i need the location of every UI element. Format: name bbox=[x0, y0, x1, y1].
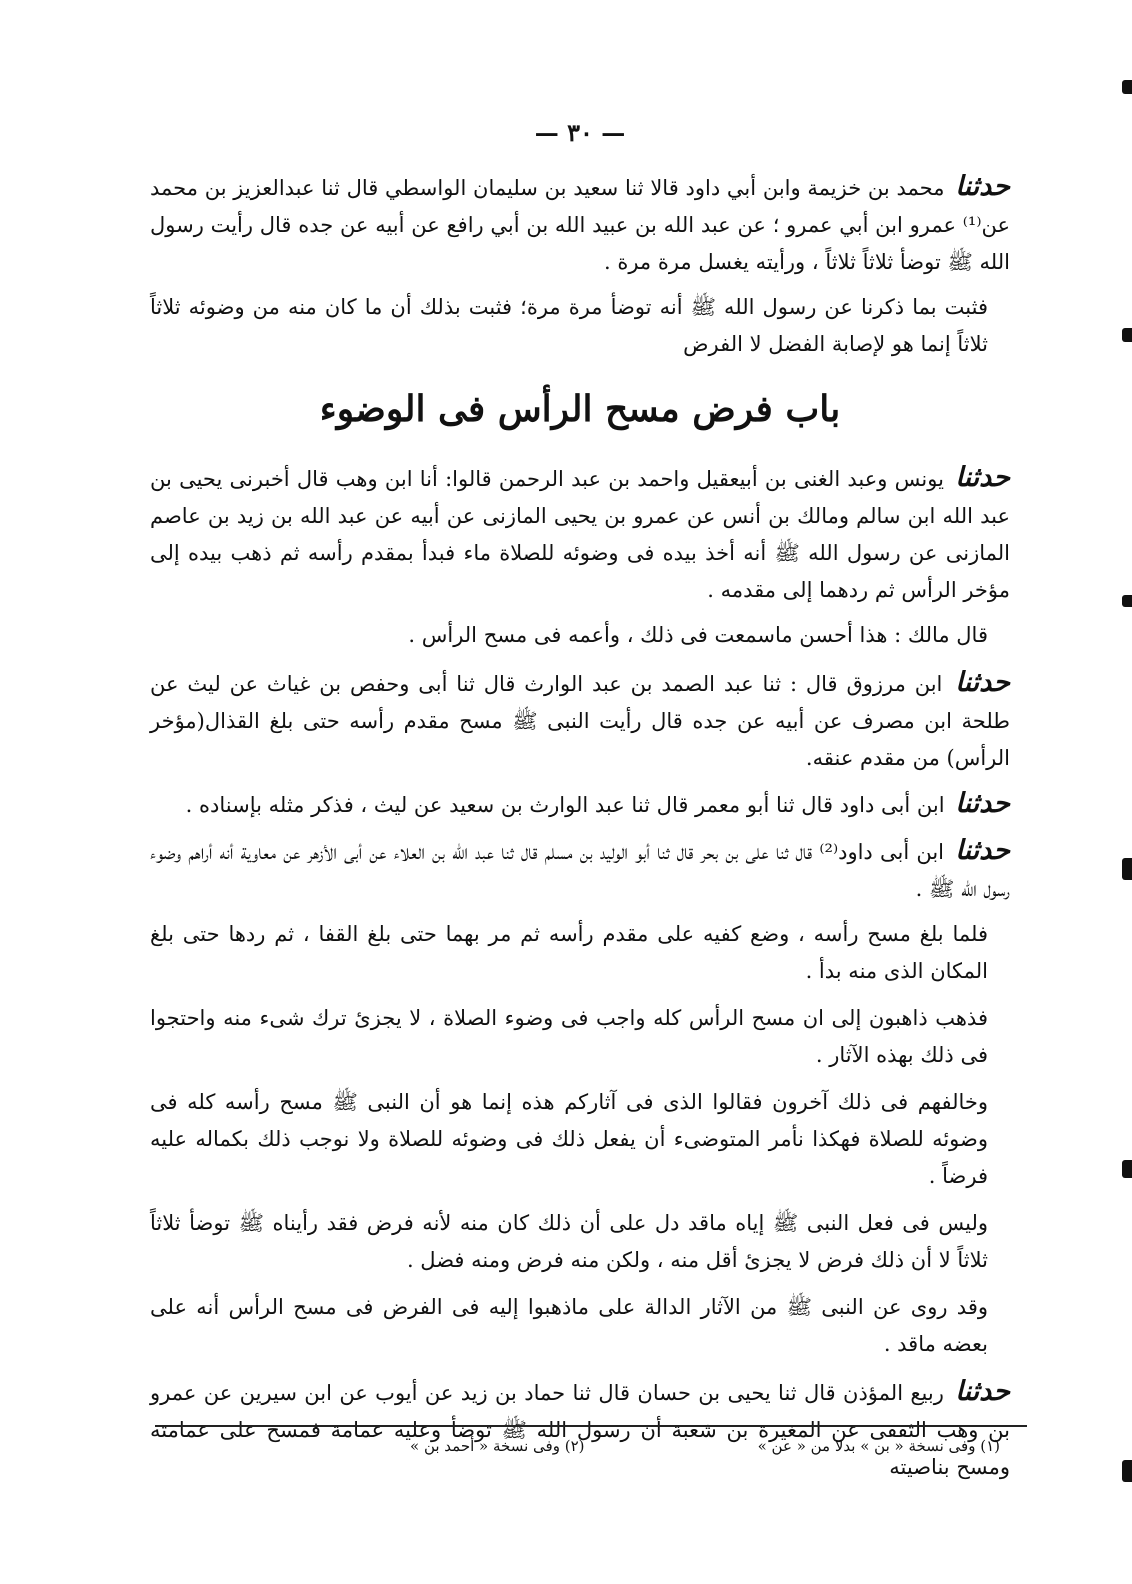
hadith-lead-word: حدثنا bbox=[955, 835, 1010, 866]
hadith-lead-word: حدثنا bbox=[955, 667, 1010, 698]
chapter-heading: باب فرض مسح الرأس فى الوضوء bbox=[319, 388, 841, 430]
footnotes bbox=[410, 1437, 1000, 1455]
paragraph-text: ابن أبى داود⁽²⁾ قال ثنا على بن بحر قال ثنا أبو الوليد بن مسلم قال ثنا عبد الله بن العلاء عن أبى الأزهر عن معاوية أنه أراهم وضوء رسول الله ﷺ . bbox=[150, 840, 1010, 901]
binding-mark bbox=[1122, 595, 1132, 607]
commentary-paragraph bbox=[150, 916, 1010, 990]
hadith-paragraph bbox=[150, 168, 1010, 281]
footnote-1: (١) وفى نسخة « بن » بدلا من « عن » bbox=[757, 1437, 1000, 1455]
binding-mark bbox=[1122, 328, 1132, 342]
commentary-paragraph bbox=[150, 1289, 1010, 1363]
paragraph-text: وخالفهم فى ذلك آخرون فقالوا الذى فى آثاركم هذه إنما هو أن النبى ﷺ مسح رأسه كله فى وضوئه للصلاة فهكذا نأمر المتوضىء أن يفعل ذلك فى وضوئه للصلاة ولا نوجب ذلك بكماله عليه فرضاً . bbox=[150, 1090, 988, 1188]
hadith-paragraph bbox=[150, 459, 1010, 609]
paragraph-text: فلما بلغ مسح رأسه ، وضع كفيه على مقدم رأسه ثم مر بهما حتى بلغ القفا ، ثم ردها حتى بلغ المكان الذى منه بدأ . bbox=[150, 922, 988, 983]
hadith-paragraph bbox=[150, 664, 1010, 777]
paragraph-text: فثبت بما ذكرنا عن رسول الله ﷺ أنه توضأ مرة مرة؛ فثبت بذلك أن ما كان منه من وضوئه ثلاثاً ثلاثاً إنما هو لإصابة الفضل لا الفرض bbox=[150, 295, 988, 356]
paragraph-text: وقد روى عن النبى ﷺ من الآثار الدالة على ماذهبوا إليه فى الفرض فى مسح الرأس أنه على بعضه ماقد . bbox=[150, 1295, 988, 1356]
commentary-paragraph bbox=[150, 1205, 1010, 1279]
paragraph-text: ابن أبى داود قال ثنا أبو معمر قال ثنا عبد الوارث بن سعيد عن ليث ، فذكر مثله بإسناده . bbox=[185, 793, 945, 817]
paragraph-text: فذهب ذاهبون إلى ان مسح الرأس كله واجب فى وضوء الصلاة ، لا يجزئ ترك شىء منه واحتجوا فى ذلك بهذه الآثار . bbox=[150, 1006, 988, 1067]
page-body bbox=[150, 168, 1010, 1494]
commentary-paragraph bbox=[150, 1000, 1010, 1074]
commentary-paragraph bbox=[150, 1084, 1010, 1195]
hadith-lead-word: حدثنا bbox=[955, 462, 1010, 493]
paragraph-text: وليس فى فعل النبى ﷺ إياه ماقد دل على أن ذلك كان منه لأنه فرض فقد رأيناه ﷺ توضأ ثلاثاً ثلاثاً لا أن ذلك فرض لا يجزئ أقل منه ، ولكن منه فرض ومنه فضل . bbox=[150, 1211, 988, 1272]
binding-mark bbox=[1122, 858, 1132, 880]
commentary-paragraph bbox=[150, 617, 1010, 654]
paragraph-text: محمد بن خزيمة وابن أبي داود قالا ثنا سعيد بن سليمان الواسطي قال ثنا عبدالعزيز بن محمد عن⁽¹⁾ عمرو ابن أبي عمرو ؛ عن عبد الله بن عبيد الله بن أبي رافع عن أبيه عن جده قال رأيت رسول الله ﷺ توضأ ثلاثاً ثلاثاً ، ورأيته يغسل مرة مرة . bbox=[150, 176, 1010, 274]
binding-mark bbox=[1122, 1160, 1132, 1178]
paragraph-text: قال مالك : هذا أحسن ماسمعت فى ذلك ، وأعمه فى مسح الرأس . bbox=[408, 623, 988, 647]
paragraph-text: ربيع المؤذن قال ثنا يحيى بن حسان قال ثنا حماد بن زيد عن أيوب عن ابن سيرين عن عمرو بن وهب الثقفى عن المغيرة بن شعبة أن رسول الله ﷺ توضأ وعليه عمامة فمسح على عمامته ومسح بناصيته bbox=[150, 1381, 1010, 1479]
hadith-lead-word: حدثنا bbox=[955, 788, 1010, 819]
footnote-divider bbox=[155, 1425, 1027, 1427]
hadith-lead-word: حدثنا bbox=[955, 171, 1010, 202]
page-number: — ٣٠ — bbox=[534, 118, 626, 147]
binding-mark bbox=[1122, 80, 1132, 94]
commentary-paragraph bbox=[150, 289, 1010, 363]
hadith-lead-word: حدثنا bbox=[955, 1376, 1010, 1407]
footnote-2: (٢) وفى نسخة « أحمد بن » bbox=[410, 1437, 585, 1455]
binding-mark bbox=[1122, 1460, 1132, 1482]
paragraph-text: ابن مرزوق قال : ثنا عبد الصمد بن عبد الوارث قال ثنا أبى وحفص بن غياث عن ليث عن طلحة ابن مصرف عن أبيه عن جده قال رأيت النبى ﷺ مسح مقدم رأسه حتى بلغ القذال(مؤخر الرأس) من مقدم عنقه. bbox=[150, 672, 1010, 770]
hadith-paragraph bbox=[150, 785, 1010, 824]
hadith-paragraph bbox=[150, 832, 1010, 908]
hadith-paragraph bbox=[150, 1373, 1010, 1486]
paragraph-text: يونس وعبد الغنى بن أبيعقيل واحمد بن عبد الرحمن قالوا: أنا ابن وهب قال أخبرنى يحيى بن عبد الله ابن سالم ومالك بن أنس عن عمرو بن يحيى المازنى عن أبيه عن عبد الله بن زيد بن عاصم المازنى عن رسول الله ﷺ أنه أخذ بيده فى وضوئه للصلاة ماء فبدأ بمقدم رأسه ثم ذهب بيده إلى مؤخر الرأس ثم ردهما إلى مقدمه . bbox=[150, 467, 1010, 602]
